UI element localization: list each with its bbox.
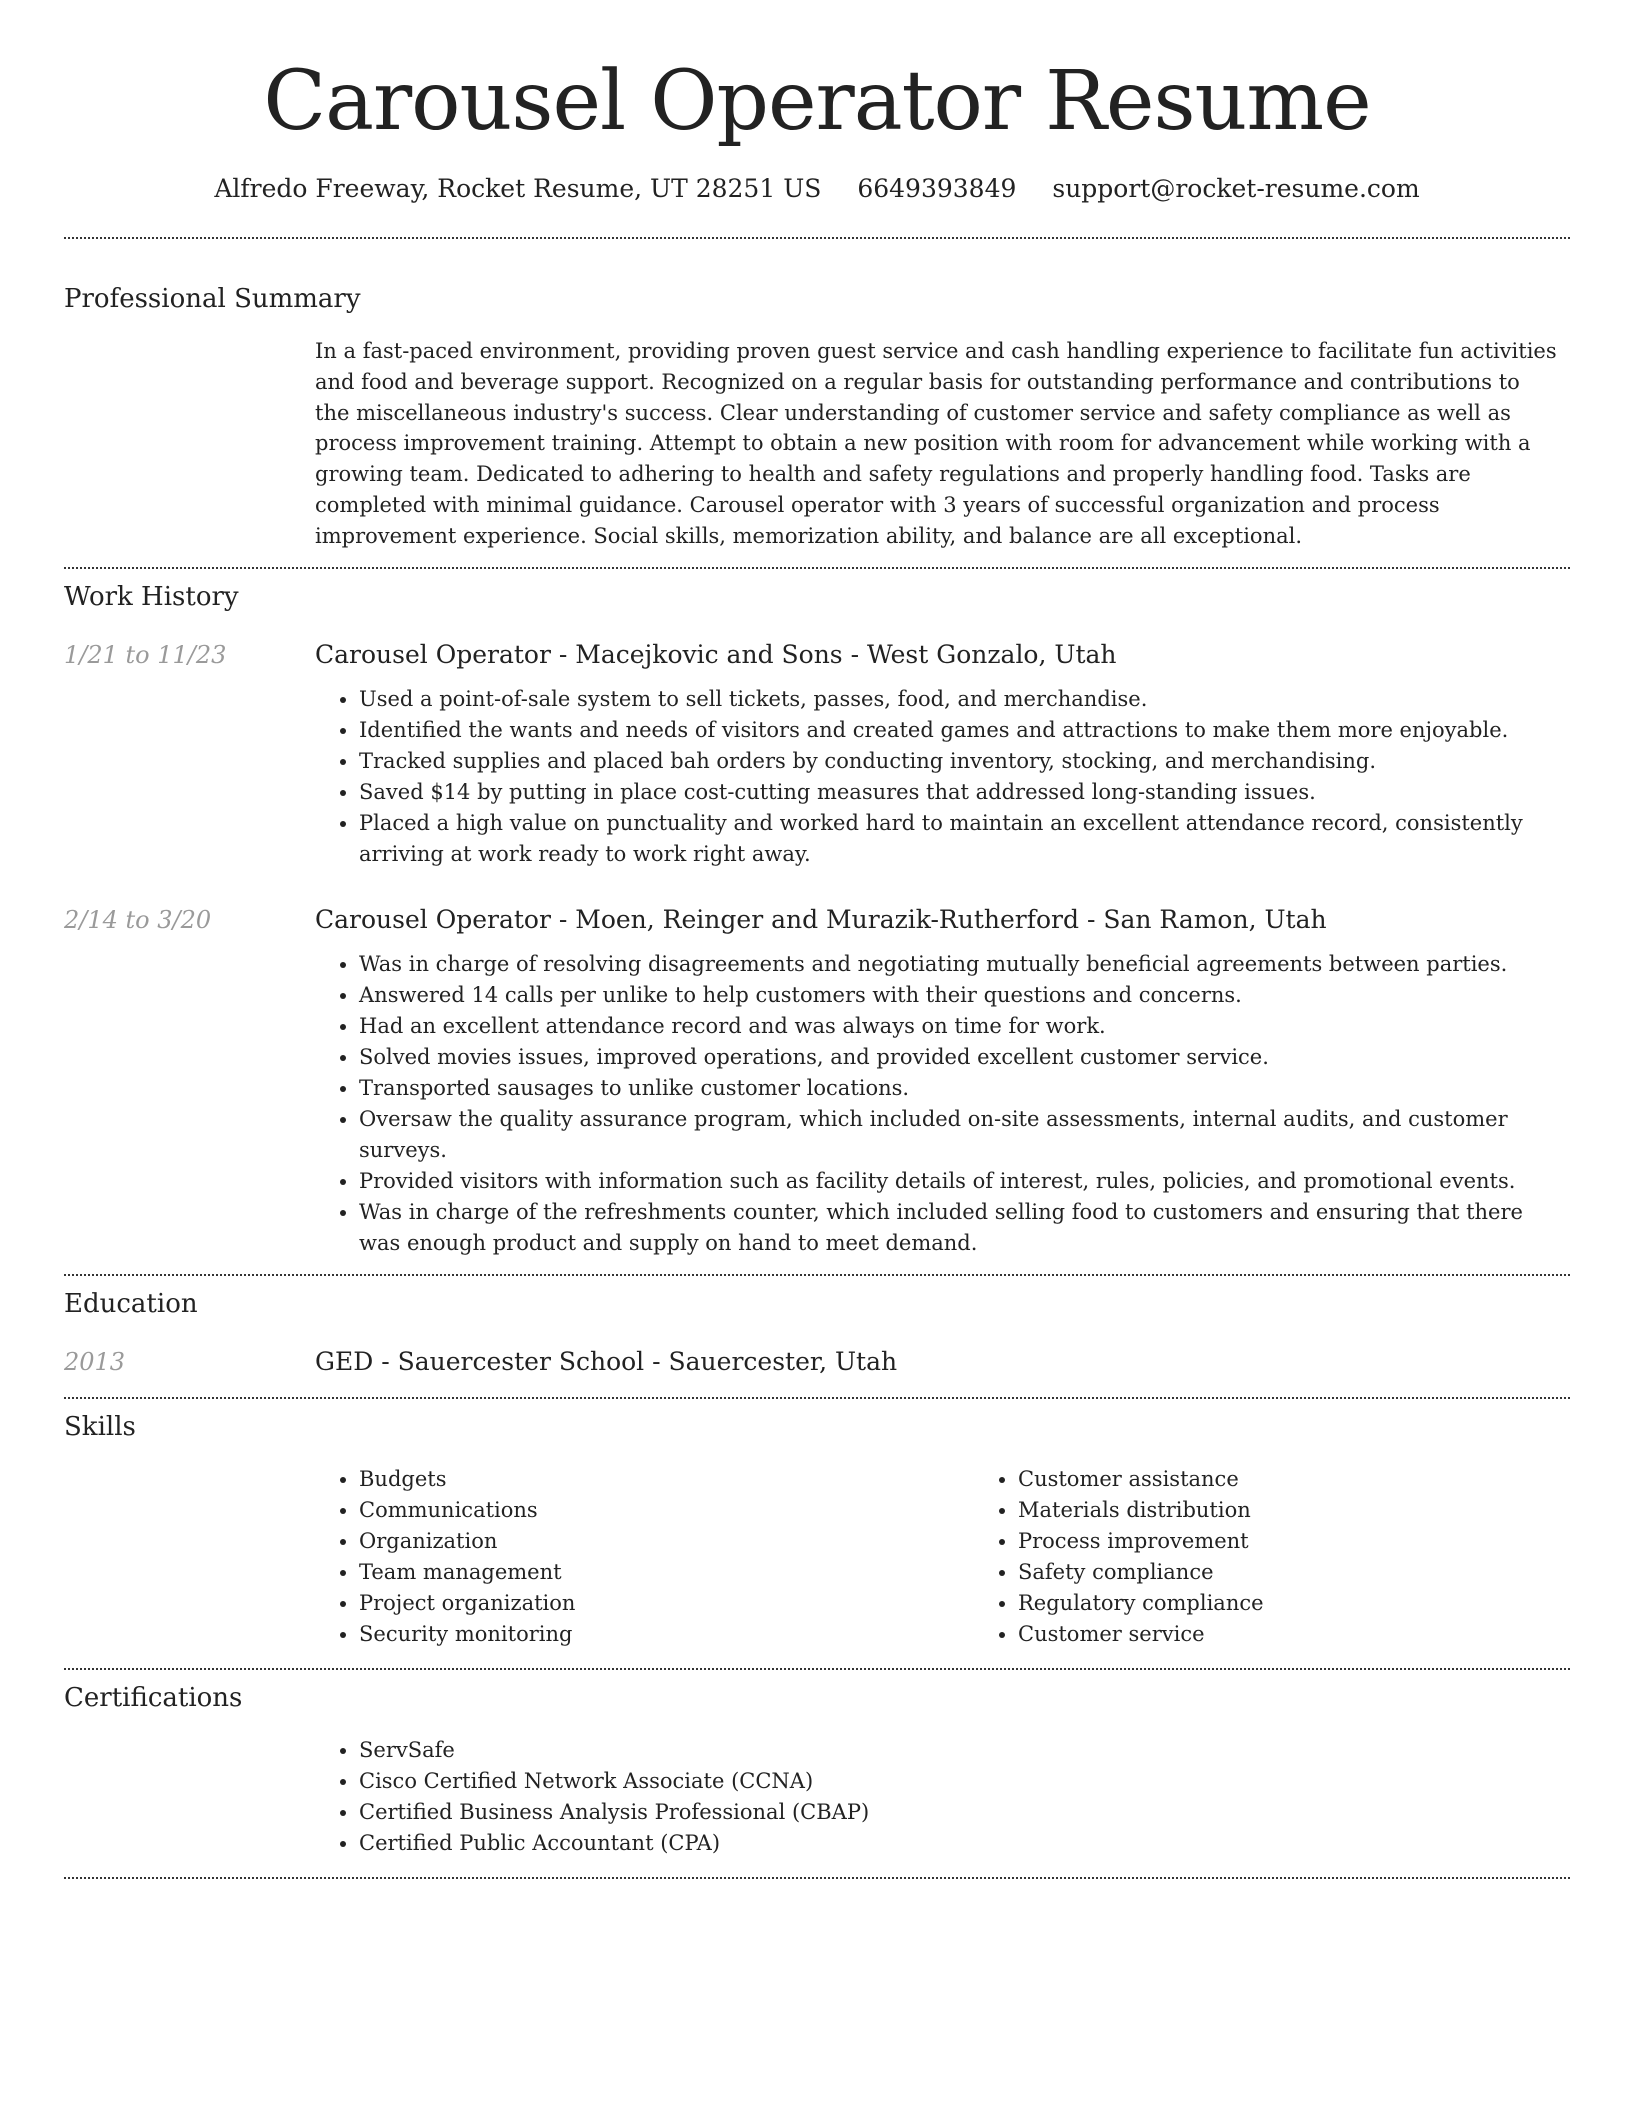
list-item: • Customer service — [1018, 1619, 1632, 1650]
list-item: • Communications — [359, 1495, 974, 1526]
page-title: Carousel Operator Resume — [263, 54, 1371, 149]
list-item: • Tracked supplies and placed bah orders by conducting inventory, stocking, and merchandising. — [359, 746, 1570, 777]
section-title-skills: Skills — [64, 1411, 136, 1442]
list-item: • Regulatory compliance — [1018, 1588, 1632, 1619]
section-divider — [64, 1397, 1570, 1399]
education-entry — [64, 1345, 1570, 1379]
list-item: • ServSafe — [359, 1735, 1570, 1766]
list-item: • Organization — [359, 1526, 974, 1557]
certifications-list — [315, 1735, 1570, 1859]
list-item: • Certified Public Accountant (CPA) — [359, 1828, 1570, 1859]
skills-row — [64, 1464, 1570, 1650]
list-item: • Used a point-of-sale system to sell tickets, passes, food, and merchandise. — [359, 684, 1570, 715]
list-item: • Security monitoring — [359, 1619, 974, 1650]
list-item: • Had an excellent attendance record and was always on time for work. — [359, 1011, 1570, 1042]
job-entry — [64, 903, 1570, 1259]
education-dates: 2013 — [64, 1347, 126, 1376]
section-title-certifications: Certifications — [64, 1682, 243, 1713]
section-divider — [64, 1274, 1570, 1276]
list-item: • Certified Business Analysis Professional (CBAP) — [359, 1797, 1570, 1828]
list-item: • Was in charge of the refreshments counter, which included selling food to customers and ensuring that there was enough product and supply on hand to meet demand. — [359, 1197, 1570, 1259]
skills-list-right — [974, 1464, 1632, 1650]
contact-address: Alfredo Freeway, Rocket Resume, UT 28251 US — [214, 174, 822, 203]
job-dates: 1/21 to 11/23 — [64, 640, 227, 669]
list-item: • Transported sausages to unlike customer locations. — [359, 1073, 1570, 1104]
section-divider — [64, 1668, 1570, 1670]
list-item: • Solved movies issues, improved operations, and provided excellent customer service. — [359, 1042, 1570, 1073]
list-item: • Cisco Certified Network Associate (CCNA) — [359, 1766, 1570, 1797]
list-item: • Process improvement — [1018, 1526, 1632, 1557]
list-item: • Safety compliance — [1018, 1557, 1632, 1588]
job-entry — [64, 638, 1570, 870]
summary-row — [64, 336, 1570, 552]
list-item: • Team management — [359, 1557, 974, 1588]
job-title: Carousel Operator - Macejkovic and Sons - West Gonzalo, Utah — [315, 639, 1117, 669]
section-divider — [64, 237, 1570, 239]
list-item: • Provided visitors with information such as facility details of interest, rules, policies, and promotional events. — [359, 1166, 1570, 1197]
section-title-education: Education — [64, 1288, 198, 1319]
list-item: • Customer assistance — [1018, 1464, 1632, 1495]
education-title: GED - Sauercester School - Sauercester, Utah — [315, 1346, 898, 1376]
resume-page — [64, 0, 1570, 1879]
list-item: • Saved $14 by putting in place cost-cutting measures that addressed long-standing issues. — [359, 777, 1570, 808]
job-bullets — [315, 684, 1570, 870]
list-item: • Identified the wants and needs of visitors and created games and attractions to make them more enjoyable. — [359, 715, 1570, 746]
summary-text: In a fast-paced environment, providing proven guest service and cash handling experience to facilitate fun activities and food and beverage support. Recognized on a regular basis for outstanding performance and contributions to the miscellaneous industry's success. Clear understanding of customer service and safety compliance as well as process improvement training. Attempt to obtain a new position with room for advancement while working with a growing team. Dedicated to adhering to health and safety regulations and properly handling food. Tasks are completed with minimal guidance. Carousel operator with 3 years of successful organization and process improvement experience. Social skills, memorization ability, and balance are all exceptional. — [315, 339, 1557, 548]
list-item: • Placed a high value on punctuality and worked hard to maintain an excellent attendance record, consistently arriving at work ready to work right away. — [359, 808, 1570, 870]
list-item: • Project organization — [359, 1588, 974, 1619]
list-item: • Oversaw the quality assurance program, which included on-site assessments, internal audits, and customer surveys. — [359, 1104, 1570, 1166]
contact-phone: 6649393849 — [857, 174, 1017, 203]
section-divider — [64, 1877, 1570, 1879]
section-title-summary: Professional Summary — [64, 284, 361, 314]
job-dates: 2/14 to 3/20 — [64, 905, 212, 934]
list-item: • Budgets — [359, 1464, 974, 1495]
section-title-work: Work History — [64, 581, 239, 612]
section-divider — [64, 567, 1570, 569]
skills-list-left — [315, 1464, 974, 1650]
contact-email: support@rocket-resume.com — [1052, 174, 1420, 203]
contact-line — [64, 172, 1570, 206]
job-bullets — [315, 949, 1570, 1259]
certifications-row — [64, 1735, 1570, 1859]
list-item: • Answered 14 calls per unlike to help customers with their questions and concerns. — [359, 980, 1570, 1011]
list-item: • Was in charge of resolving disagreements and negotiating mutually beneficial agreements between parties. — [359, 949, 1570, 980]
list-item: • Materials distribution — [1018, 1495, 1632, 1526]
job-title: Carousel Operator - Moen, Reinger and Murazik-Rutherford - San Ramon, Utah — [315, 904, 1327, 934]
